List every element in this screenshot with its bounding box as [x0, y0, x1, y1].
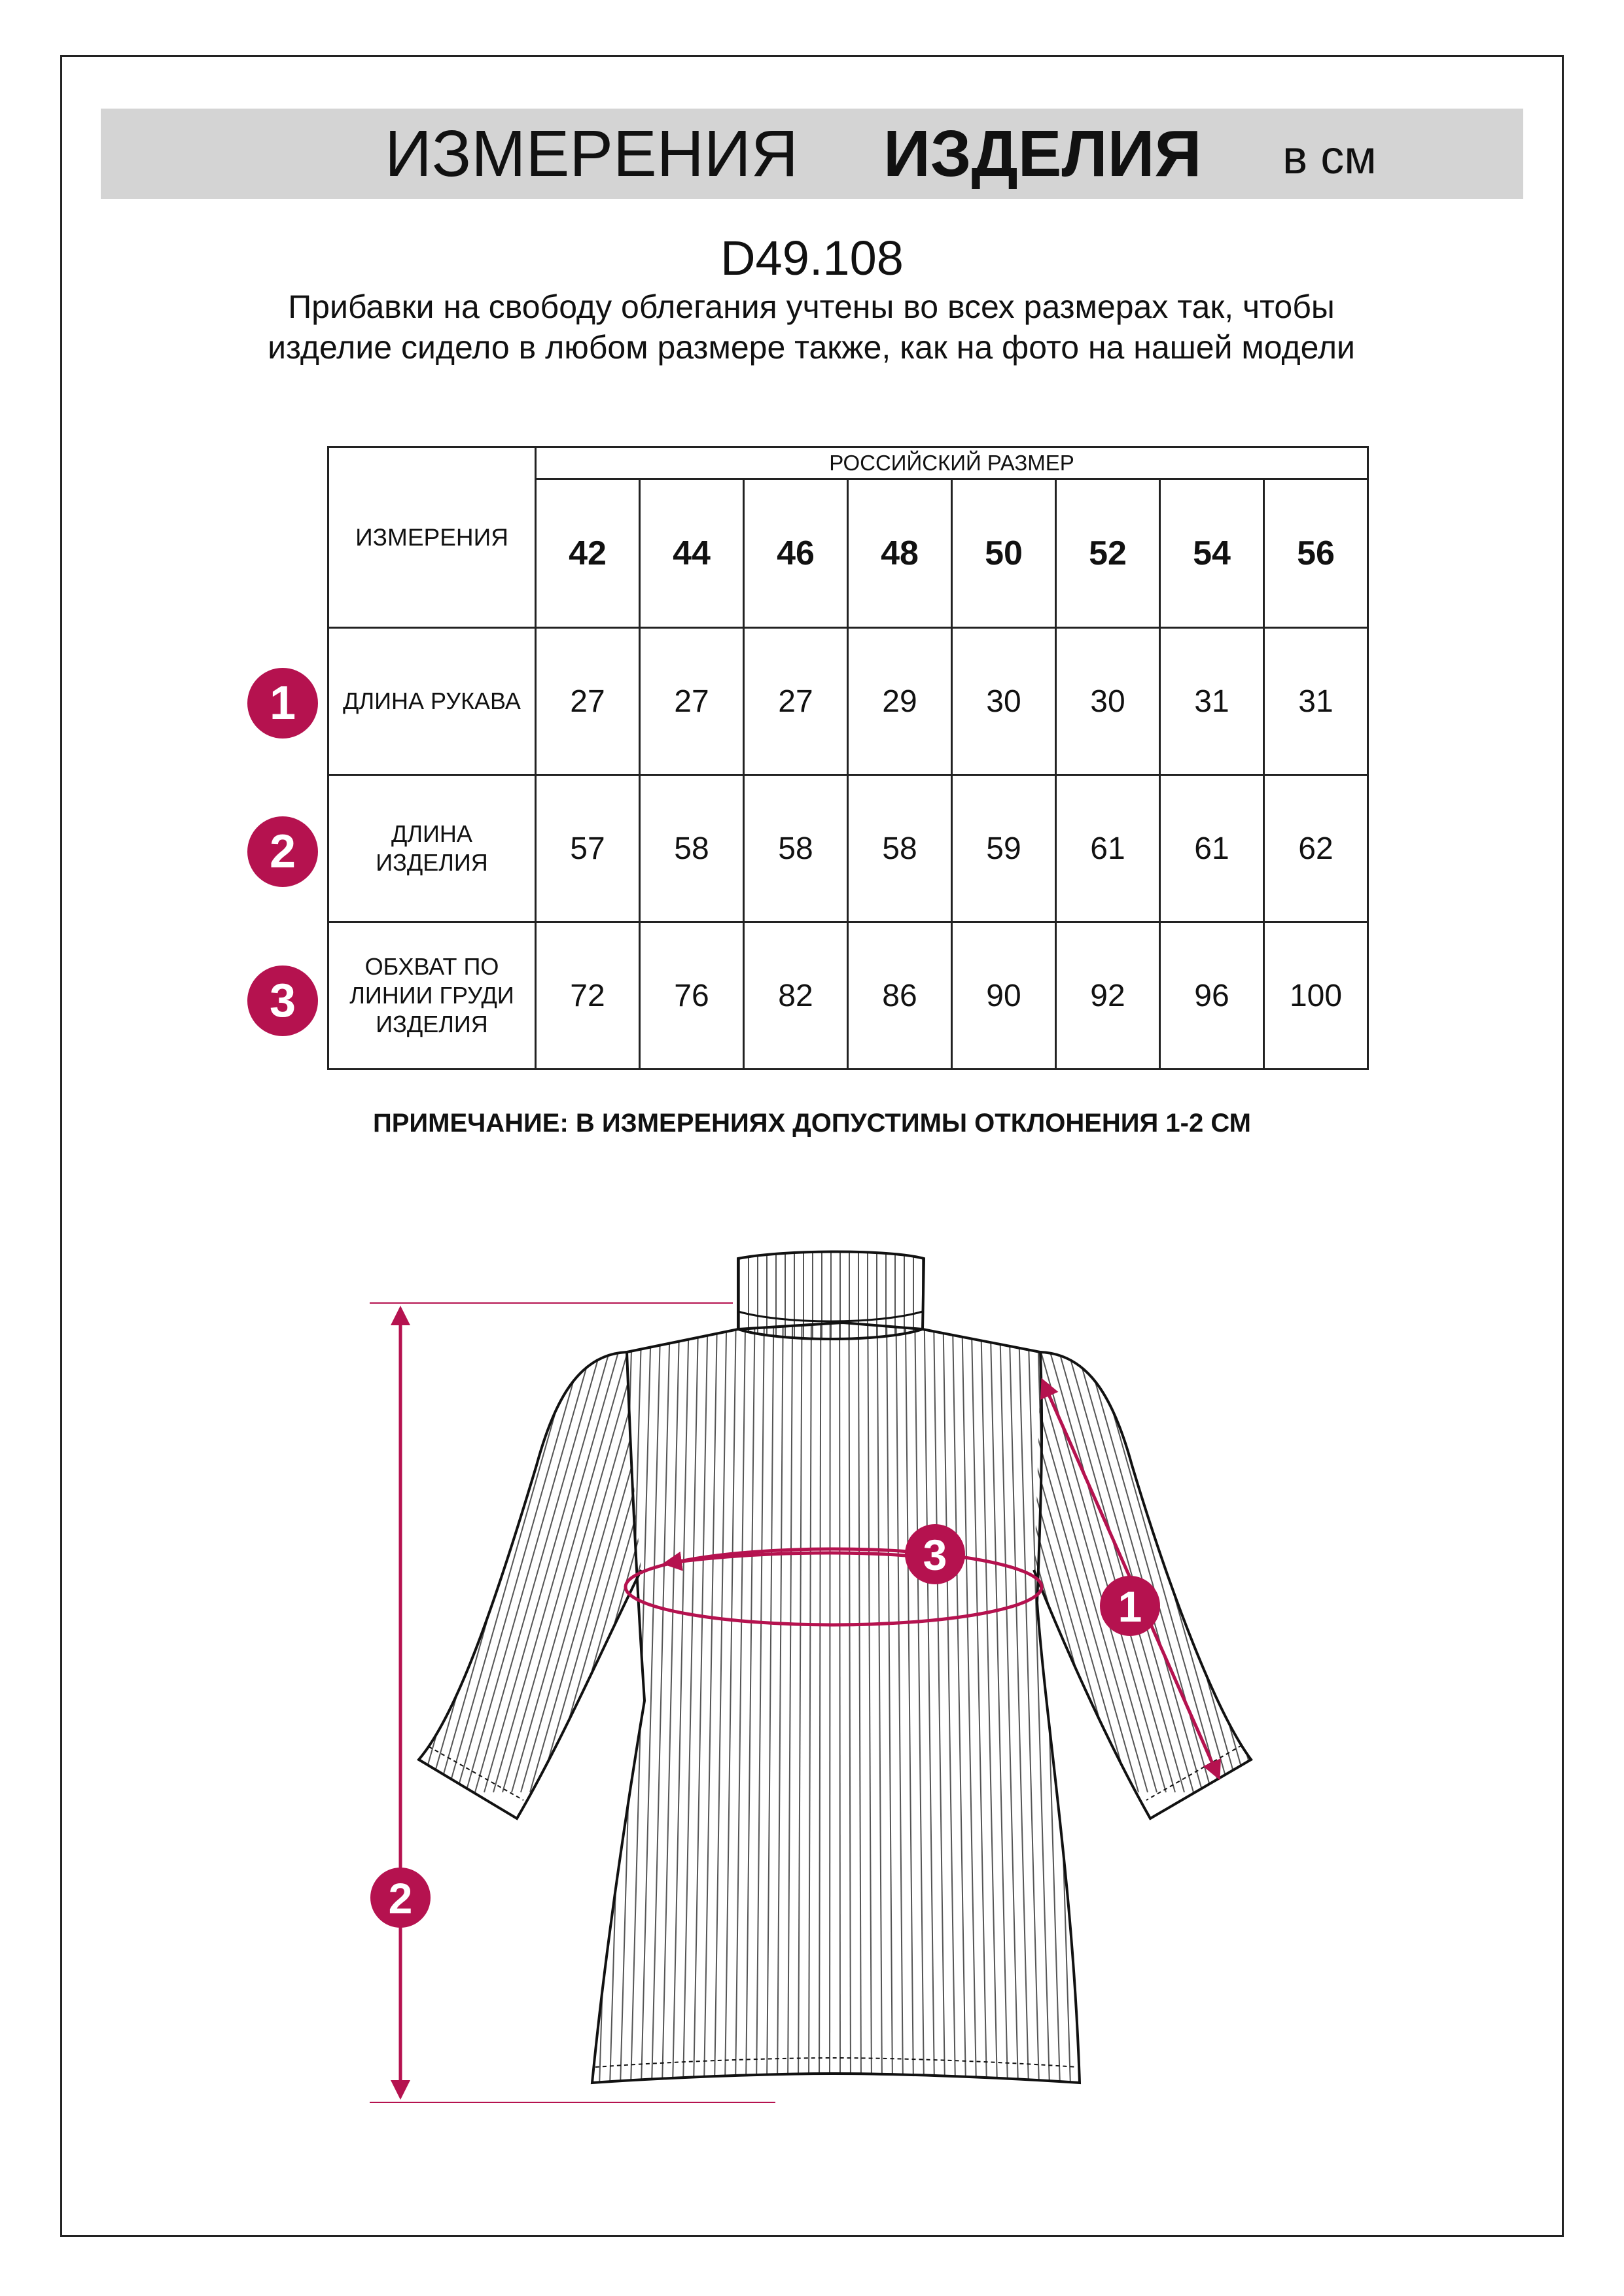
rib-line: [512, 1348, 638, 1792]
rib-line: [715, 1321, 726, 2087]
rib-line: [652, 1321, 670, 2087]
rib-line: [1150, 1348, 1276, 1792]
row-label-chest-girth: ОБХВАТ ПО ЛИНИИ ГРУДИ ИЗДЕЛИЯ: [328, 922, 536, 1070]
rib-line: [1009, 1321, 1029, 2087]
rib-line: [1140, 1348, 1267, 1792]
marker-badge-1: 1: [247, 668, 318, 739]
rib-line: [944, 1321, 956, 2087]
chest-marker-label: 3: [923, 1531, 947, 1579]
rib-line: [887, 1321, 892, 2087]
rib-line: [839, 1321, 840, 2087]
intro-text: Прибавки на свободу облегания учтены во всех размерах так, чтобы изделие сидело в любом размере также, как на фото на нашей модели: [268, 288, 1355, 366]
rib-line: [1195, 1348, 1322, 1792]
rib-line: [991, 1321, 1008, 2087]
rib-line: [1021, 1348, 1148, 1792]
rib-line: [466, 1348, 592, 1792]
size-header: 50: [952, 479, 1056, 628]
title-measurements: ИЗМЕРЕНИЯ: [385, 117, 798, 190]
table-cell: 61: [1160, 775, 1264, 922]
size-header: 48: [848, 479, 952, 628]
table-cell: 86: [848, 922, 952, 1070]
rib-line: [1205, 1348, 1331, 1792]
rib-line: [819, 1321, 821, 2087]
rib-line: [374, 1348, 501, 1792]
table-cell: 30: [952, 628, 1056, 775]
size-header: 42: [536, 479, 640, 628]
rib-line: [746, 1321, 755, 2087]
marker-badge-3: 3: [247, 965, 318, 1036]
chest-marker: [905, 1524, 965, 1584]
rib-line: [981, 1321, 997, 2087]
table-cell: 31: [1264, 628, 1368, 775]
table-cell: 27: [640, 628, 744, 775]
rib-line: [1186, 1348, 1313, 1792]
rib-line: [347, 1348, 473, 1792]
rib-line: [1049, 1348, 1175, 1792]
length-marker-label: 2: [388, 1874, 413, 1922]
rib-line: [457, 1348, 583, 1792]
rib-line: [788, 1321, 792, 2087]
rib-line: [662, 1321, 679, 2087]
rib-line: [735, 1321, 745, 2087]
table-cell: 82: [744, 922, 848, 1070]
rib-line: [767, 1321, 773, 2087]
table-cell: 27: [536, 628, 640, 775]
title-garment: ИЗДЕЛИЯ: [883, 117, 1202, 190]
rib-line: [475, 1348, 601, 1792]
rib-line: [589, 1321, 614, 2087]
hem-stitch: [595, 2058, 1077, 2067]
rib-line: [858, 1321, 861, 2087]
rib-line: [438, 1348, 565, 1792]
chest-girth-arrow: [666, 1553, 921, 1563]
rib-line: [420, 1348, 546, 1792]
rib-line: [725, 1321, 736, 2087]
table-cell: 61: [1056, 775, 1160, 922]
rib-line: [1019, 1321, 1039, 2087]
size-header: 56: [1264, 479, 1368, 628]
row-label-garment-length: ДЛИНА ИЗДЕЛИЯ: [328, 775, 536, 922]
table-cell: 58: [848, 775, 952, 922]
table-cell: 30: [1056, 628, 1160, 775]
left-sleeve-ribs: [338, 1348, 720, 1792]
article-number: D49.108: [720, 231, 904, 285]
marker-badge-2: 2: [247, 816, 318, 887]
size-header: 44: [640, 479, 744, 628]
size-header: 52: [1056, 479, 1160, 628]
rib-line: [599, 1321, 623, 2087]
rib-line: [868, 1321, 872, 2087]
rib-line: [393, 1348, 519, 1792]
table-cell: 58: [744, 775, 848, 922]
rib-line: [925, 1321, 934, 2087]
rib-line: [1086, 1348, 1212, 1792]
rib-line: [934, 1321, 945, 2087]
table-cell: 58: [640, 775, 744, 922]
rib-line: [985, 1348, 1111, 1792]
table-cell: 31: [1160, 628, 1264, 775]
length-marker: [370, 1868, 431, 1928]
table-cell: 100: [1264, 922, 1368, 1070]
table-cell: 92: [1056, 922, 1160, 1070]
rib-line: [673, 1321, 689, 2087]
table-cell: 62: [1264, 775, 1368, 922]
rib-line: [809, 1321, 811, 2087]
rib-line: [557, 1348, 684, 1792]
rib-line: [365, 1348, 491, 1792]
rib-line: [1159, 1348, 1285, 1792]
rib-line: [877, 1321, 882, 2087]
table-cell: 96: [1160, 922, 1264, 1070]
rib-line: [429, 1348, 556, 1792]
tolerance-note: ПРИМЕЧАНИЕ: В ИЗМЕРЕНИЯХ ДОПУСТИМЫ ОТКЛОНЕНИЯ 1-2 СМ: [373, 1109, 1251, 1138]
rib-line: [594, 1348, 720, 1792]
rib-line: [756, 1321, 764, 2087]
rib-line: [383, 1348, 510, 1792]
rib-line: [1067, 1348, 1193, 1792]
sleeve-marker: [1100, 1576, 1160, 1636]
russian-size-header: РОССИЙСКИЙ РАЗМЕР: [536, 447, 1368, 479]
rib-line: [1113, 1348, 1239, 1792]
table-cell: 72: [536, 922, 640, 1070]
rib-line: [915, 1321, 924, 2087]
title-unit: в см: [1282, 131, 1377, 184]
body-ribs: [589, 1321, 1081, 2087]
measurements-header: ИЗМЕРЕНИЯ: [328, 447, 536, 628]
rib-line: [849, 1321, 851, 2087]
table-cell: 29: [848, 628, 952, 775]
table-cell: 76: [640, 922, 744, 1070]
rib-line: [798, 1321, 802, 2087]
size-header: 54: [1160, 479, 1264, 628]
rib-line: [1076, 1348, 1203, 1792]
table-cell: 27: [744, 628, 848, 775]
table-cell: 90: [952, 922, 1056, 1070]
rib-line: [1000, 1321, 1018, 2087]
sleeve-marker-label: 1: [1118, 1582, 1142, 1631]
rib-line: [777, 1321, 783, 2087]
rib-line: [402, 1348, 528, 1792]
table-cell: 57: [536, 775, 640, 922]
size-header: 46: [744, 479, 848, 628]
rib-line: [631, 1321, 651, 2087]
rib-line: [896, 1321, 904, 2087]
table-cell: 59: [952, 775, 1056, 922]
row-label-sleeve-length: ДЛИНА РУКАВА: [328, 628, 536, 775]
rib-line: [411, 1348, 537, 1792]
rib-line: [356, 1348, 482, 1792]
rib-line: [906, 1321, 913, 2087]
rib-line: [493, 1348, 620, 1792]
